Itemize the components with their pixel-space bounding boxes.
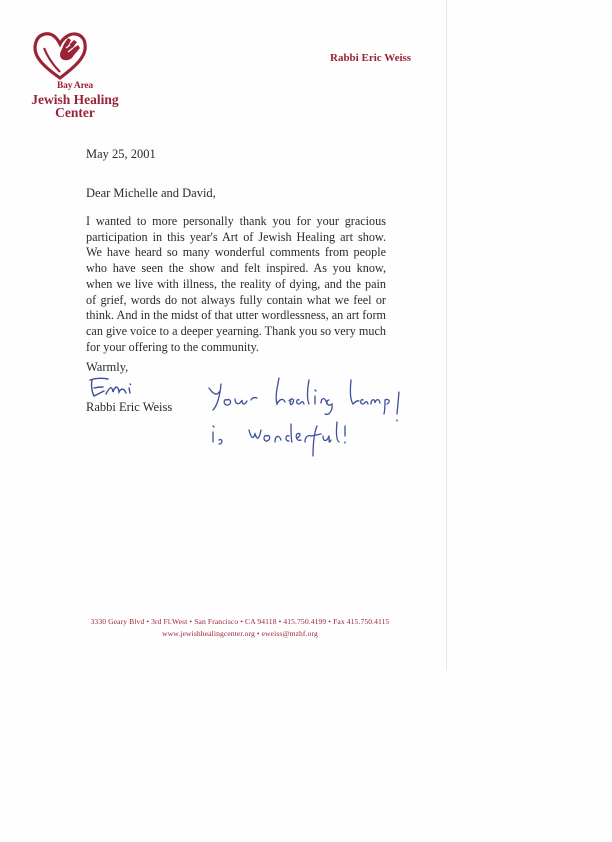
- letterhead-rabbi-name: Rabbi Eric Weiss: [330, 52, 412, 64]
- org-line-1: Bay Area: [57, 81, 93, 91]
- footer-web-email: www.jewishhealingcenter.org • eweiss@mzhf.org: [162, 629, 318, 638]
- signer-name: Rabbi Eric Weiss: [86, 400, 173, 414]
- letter-date: May 25, 2001: [86, 147, 156, 161]
- closing: Warmly,: [86, 360, 129, 374]
- handwritten-signature: [86, 372, 154, 402]
- org-line-2: Jewish Healing: [31, 92, 119, 107]
- footer-address: 3330 Geary Blvd • 3rd Fl.West • San Francisco • CA 94118 • 415.750.4199 • Fax 415.750.4115: [90, 617, 390, 626]
- org-line-3: Center: [55, 105, 95, 120]
- salutation: Dear Michelle and David,: [86, 186, 216, 200]
- scan-edge: [446, 0, 447, 670]
- handwritten-note: [205, 370, 415, 460]
- letterhead-footer: [0, 616, 480, 640]
- letter-body: I wanted to more personally thank you for your gracious participation in this year's Art of Jewish Healing art show. We have heard so many wonderful comments from people who have seen the show and felt inspired. As you know, when we live with illness, the reality of dying, and the pain of grief, words do not always fully contain what we feel or think. And in the midst of that utter wordlessness, an art form can give voice to a deeper yearning. Thank you so very much for your offering to the community.: [86, 214, 386, 354]
- organization-name: [20, 80, 130, 119]
- heart-hand-logo-icon: [30, 28, 90, 84]
